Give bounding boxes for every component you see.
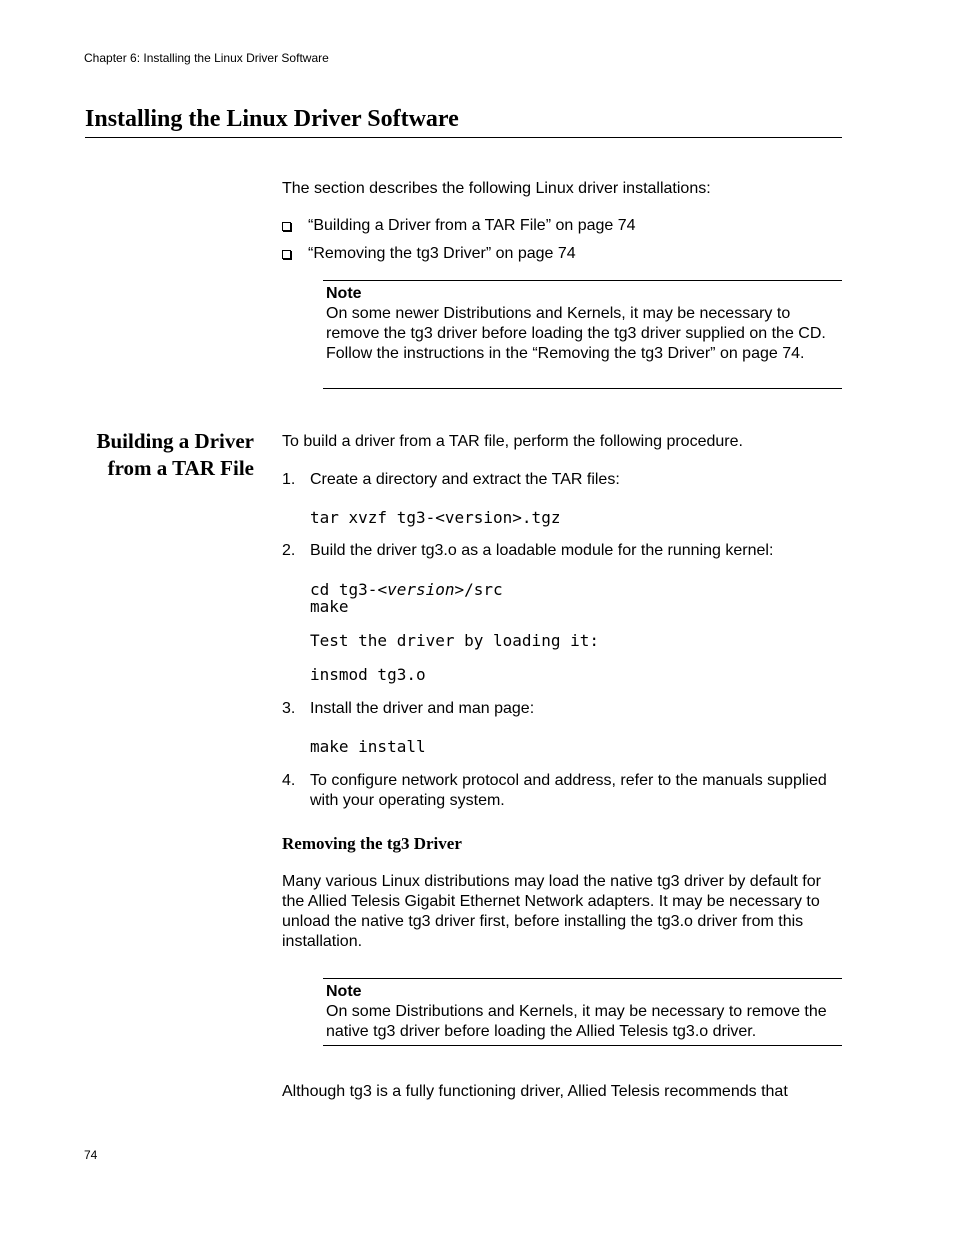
step-item — [282, 771, 842, 811]
code-make: make — [310, 597, 349, 616]
section-heading-line: from a TAR File — [107, 456, 254, 480]
code-install: make install — [310, 737, 426, 756]
procedure-intro: To build a driver from a TAR file, perform the following procedure. — [282, 433, 743, 450]
note-text: On some newer Distributions and Kernels, it may be necessary to remove the tg3 driver before loading the tg3 driver supplied on the CD. Follow the instructions in the “Removing the tg3 Driver” on page 74. — [326, 305, 826, 362]
step-number: 1. — [282, 471, 296, 488]
step-text: Install the driver and man page: — [310, 700, 535, 717]
code-cd-suffix: /src — [464, 580, 503, 599]
remove-paragraph: Many various Linux distributions may load the native tg3 driver by default for the Allied Telesis Gigabit Ethernet Network adapters. It may be necessary to unload the native tg3 driver first, before installing the tg3.o driver from this installation. — [282, 873, 821, 950]
page-number: 74 — [84, 1148, 98, 1162]
note-box — [323, 280, 842, 389]
bullet-text[interactable]: “Removing the tg3 Driver” on page 74 — [308, 245, 576, 262]
note-label: Note — [326, 983, 362, 1000]
code-extract: tar xvzf tg3-<version>.tgz — [310, 508, 561, 527]
intro-paragraph: The section describes the following Linux driver installations: — [282, 180, 711, 197]
trailing-paragraph: Although tg3 is a fully functioning driver, Allied Telesis recommends that — [282, 1083, 788, 1100]
list-item[interactable] — [282, 244, 576, 264]
step-text: To configure network protocol and address, refer to the manuals supplied with your operating system. — [310, 772, 827, 809]
step-item — [282, 470, 842, 490]
step-number: 4. — [282, 772, 296, 789]
subsection-heading: Removing the tg3 Driver — [282, 834, 462, 853]
note-text: On some Distributions and Kernels, it may be necessary to remove the native tg3 driver before loading the Allied Telesis tg3.o driver. — [326, 1003, 827, 1040]
step-number: 3. — [282, 700, 296, 717]
step-number: 2. — [282, 542, 296, 559]
code-test: Test the driver by loading it: — [310, 631, 599, 650]
page-title: Installing the Linux Driver Software — [85, 106, 842, 138]
step-text: Build the driver tg3.o as a loadable module for the running kernel: — [310, 542, 774, 559]
section-heading — [60, 428, 254, 482]
running-header: Chapter 6: Installing the Linux Driver Software — [84, 51, 329, 65]
note-box — [323, 978, 842, 1046]
code-cd — [310, 581, 503, 598]
step-item — [282, 541, 842, 561]
step-item — [282, 699, 842, 719]
code-cd-prefix: cd tg3- — [310, 580, 378, 599]
code-cd-version: <version> — [377, 580, 465, 599]
note-label: Note — [326, 285, 362, 302]
checkbox-bullet-icon — [282, 222, 291, 231]
step-text: Create a directory and extract the TAR files: — [310, 471, 620, 488]
bullet-text[interactable]: “Building a Driver from a TAR File” on page 74 — [308, 217, 636, 234]
code-insmod: insmod tg3.o — [310, 665, 426, 684]
checkbox-bullet-icon — [282, 250, 291, 259]
list-item[interactable] — [282, 216, 636, 236]
section-heading-line: Building a Driver — [96, 429, 254, 453]
